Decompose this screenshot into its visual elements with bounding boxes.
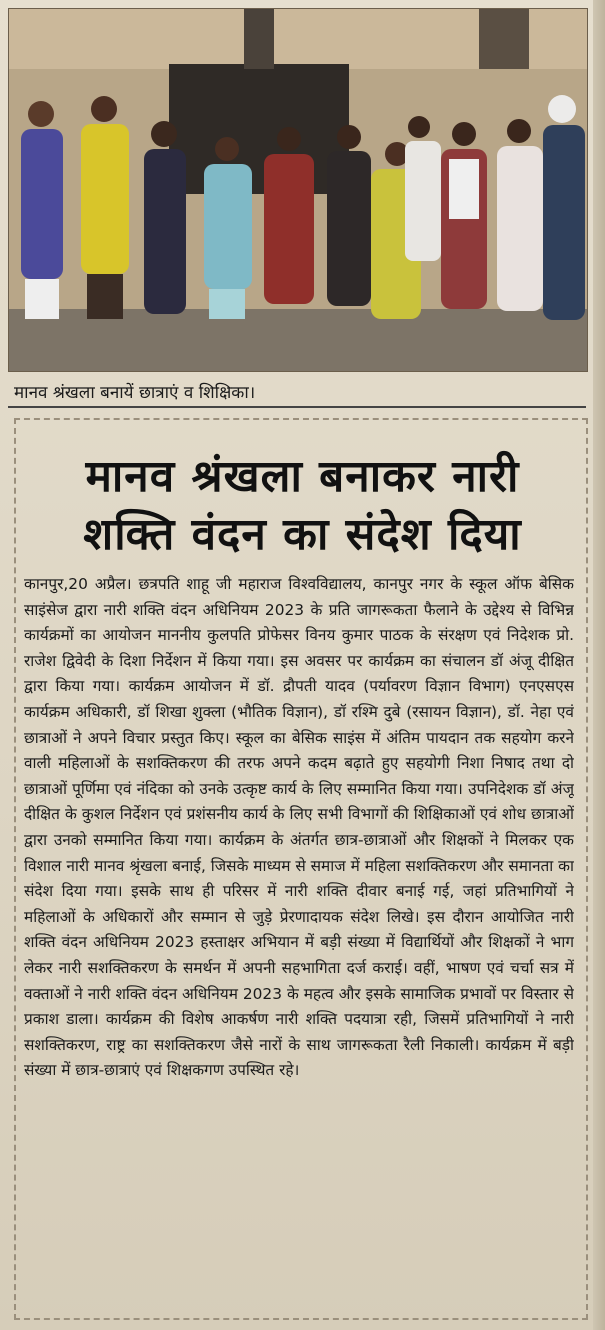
group-photo-illustration xyxy=(9,9,587,371)
article-headline xyxy=(20,448,585,564)
photo-caption: मानव श्रंखला बनायें छात्राएं व शिक्षिका। xyxy=(8,378,586,408)
page-edge xyxy=(593,0,605,1330)
headline-line-2: शक्ति वंदन का संदेश दिया xyxy=(83,509,522,560)
article-body: कानपुर,20 अप्रैल। छत्रपति शाहू जी महाराज विश्वविद्यालय, कानपुर नगर के स्कूल ऑफ बेसिक साइंसेज द्वारा नारी शक्ति वंदन अधिनियम 2023 के प्रति जागरूकता फैलाने के उद्देश्य से विभिन्न कार्यक्रमों का आयोजन माननीय कुलपति प्रोफेसर विनय कुमार पाठक के संरक्षण एवं निदेशक प्रो. राजेश द्विवेदी के दिशा निर्देशन में किया गया। इस अवसर पर कार्यक्रम का संचालन डॉ अंजू दीक्षित द्वारा किया गया। कार्यक्रम आयोजन में डॉ. द्रौपती यादव (पर्यावरण विज्ञान विभाग) एनएसएस कार्यक्रम अधिकारी, डॉ शिखा शुक्ला (भौतिक विज्ञान), डॉ रश्मि दुबे (रसायन विज्ञान), डॉ. नेहा एवं छात्राओं ने अपने विचार प्रस्तुत किए। स्कूल का बेसिक साइंस में अंतिम पायदान तक सहयोग करने वाली महिलाओं के सशक्तिकरण की तरफ अपने कदम बढ़ाते हुए सहयोगी निशा निषाद तथा दो छात्राओं पूर्णिमा एवं नंदिका को उनके उत्कृष्ट कार्य के लिए सम्मानित किया गया। उपनिदेशक डॉ अंजू दीक्षित के कुशल निर्देशन एवं प्रशंसनीय कार्य के लिए सभी विभागों की शिक्षिकाओं एवं शोध छात्राओं द्वारा उनको सम्मानित किया गया। कार्यक्रम के अंतर्गत छात्र-छात्राओं और शिक्षकों ने मिलकर एक विशाल नारी मानव श्रृंखला बनाई, जिसके माध्यम से समाज में महिला सशक्तिकरण और समानता का संदेश दिया गया। इसके साथ ही परिसर में नारी शक्ति दीवार बनाई गई, जहां प्रतिभागियों ने महिलाओं के अधिकारों और सम्मान से जुड़े प्रेरणादायक संदेश लिखे। इस दौरान आयोजित नारी शक्ति वंदन अधिनियम 2023 हस्ताक्षर अभियान में बड़ी संख्या में विद्यार्थियों और शिक्षकों ने भाग लेकर नारी सशक्तिकरण के समर्थन में अपनी सहभागिता दर्ज कराई। वहीं, भाषण एवं चर्चा सत्र में वक्ताओं ने नारी शक्ति वंदन अधिनियम 2023 के महत्व और इसके सामाजिक प्रभावों पर विस्तार से प्रकाश डाला। कार्यक्रम की विशेष आकर्षण नारी शक्ति पदयात्रा रही, जिसमें प्रतिभागियों ने नारी सशक्तिकरण, राष्ट्र का सशक्तिकरण जैसे नारों के साथ जागरूकता रैली निकाली। कार्यक्रम में बड़ी संख्या में छात्र-छात्राएं एवं शिक्षकगण उपस्थित रहे। xyxy=(24,575,574,1080)
headline-line-1: मानव श्रंखला बनाकर नारी xyxy=(85,451,520,502)
group-photo xyxy=(8,8,588,372)
